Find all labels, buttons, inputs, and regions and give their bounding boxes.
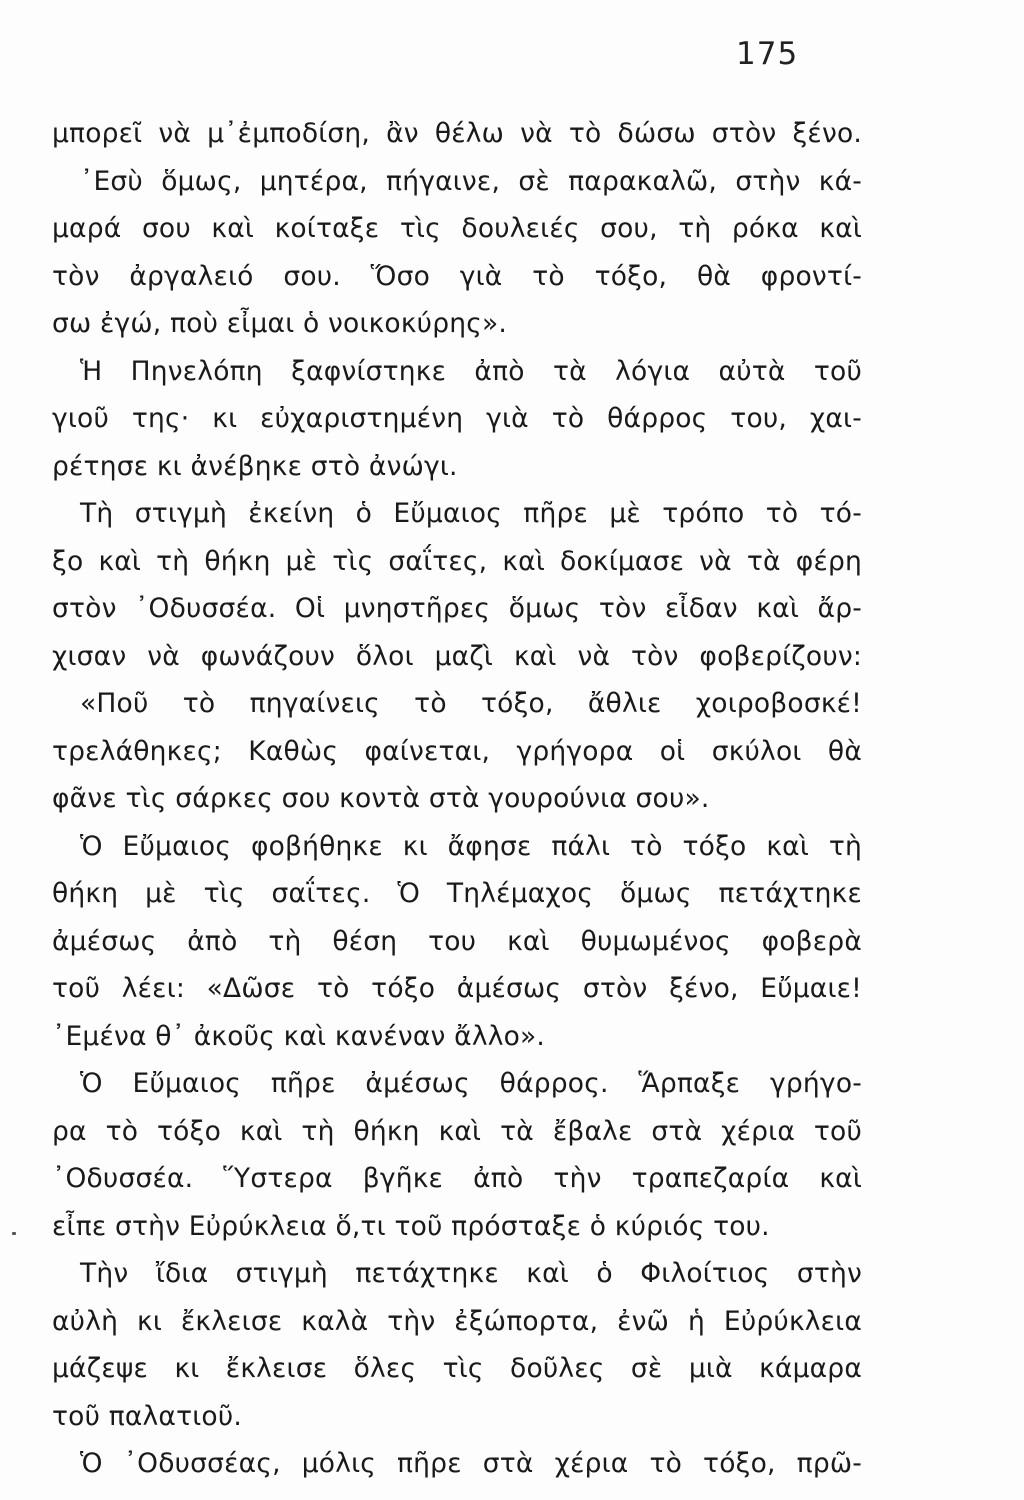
- text-line: ἀμέσως ἀπὸ τὴ θέση του καὶ θυμωμένος φοβερὰ: [52, 925, 862, 957]
- text-line: γιοῦ της· κι εὐχαριστημένη γιὰ τὸ θάρρος του, χαι-: [52, 403, 862, 434]
- text-line: τρελάθηκες; Καθὼς φαίνεται, γρήγορα οἱ σκύλοι θὰ: [52, 735, 862, 767]
- text-line: Τὴν ἴδια στιγμὴ πετάχτηκε καὶ ὁ Φιλοίτιος στὴν: [80, 1258, 862, 1289]
- text-line: ρα τὸ τόξο καὶ τὴ θήκη καὶ τὰ ἔβαλε στὰ χέρια τοῦ: [52, 1115, 862, 1147]
- text-line: Ὁ Εὔμαιος πῆρε ἀμέσως θάρρος. Ἅρπαξε γρήγο-: [80, 1068, 862, 1099]
- text-line: θήκη μὲ τὶς σαΐτες. Ὁ Τηλέμαχος ὅμως πετάχτηκε: [52, 878, 862, 909]
- text-line: τοῦ παλατιοῦ.: [52, 1400, 242, 1432]
- text-line: Τὴ στιγμὴ ἐκείνη ὁ Εὔμαιος πῆρε μὲ τρόπο τὸ τό-: [80, 498, 862, 529]
- text-line: ᾽Οδυσσέα. Ὕστερα βγῆκε ἀπὸ τὴν τραπεζαρία καὶ: [52, 1163, 862, 1194]
- text-line: μάζεψε κι ἔκλεισε ὅλες τὶς δοῦλες σὲ μιὰ κάμαρα: [52, 1353, 862, 1384]
- text-line: «Ποῦ τὸ πηγαίνεις τὸ τόξο, ἄθλιε χοιροβοσκέ!: [80, 688, 862, 719]
- text-line: εἶπε στὴν Εὐρύκλεια ὅ,τι τοῦ πρόσταξε ὁ κύριός του.: [52, 1210, 770, 1242]
- text-line: αὐλὴ κι ἔκλεισε καλὰ τὴν ἐξώπορτα, ἐνῶ ἡ Εὐρύκλεια: [52, 1305, 862, 1337]
- text-line: χισαν νὰ φωνάζουν ὅλοι μαζὶ καὶ νὰ τὸν φοβερίζουν:: [52, 640, 862, 672]
- text-line: μπορεῖ νὰ μ᾽ἐμποδίση, ἂν θέλω νὰ τὸ δώσω στὸν ξένο.: [52, 118, 862, 149]
- text-line: τοῦ λέει: «Δῶσε τὸ τόξο ἀμέσως στὸν ξένο, Εὔμαιε!: [52, 973, 862, 1004]
- text-line: Ὁ Εὔμαιος φοβήθηκε κι ἄφησε πάλι τὸ τόξο καὶ τὴ: [80, 830, 862, 862]
- margin-mark: [12, 1232, 16, 1235]
- text-line: φᾶνε τὶς σάρκες σου κοντὰ στὰ γουρούνια σου».: [52, 783, 710, 814]
- text-line: στὸν ᾽Οδυσσέα. Οἱ μνηστῆρες ὅμως τὸν εἶδαν καὶ ἄρ-: [52, 593, 862, 624]
- text-line: σω ἐγώ, ποὺ εἶμαι ὁ νοικοκύρης».: [52, 308, 507, 339]
- text-line: τὸν ἀργαλειό σου. Ὅσο γιὰ τὸ τόξο, θὰ φροντί-: [52, 260, 862, 292]
- page-number: 175: [736, 36, 799, 72]
- text-line: μαρά σου καὶ κοίταξε τὶς δουλειές σου, τὴ ρόκα καὶ: [52, 213, 862, 244]
- text-line: ξο καὶ τὴ θήκη μὲ τὶς σαΐτες, καὶ δοκίμασε νὰ τὰ φέρη: [52, 545, 862, 577]
- text-line: ᾽Εσὺ ὅμως, μητέρα, πήγαινε, σὲ παρακαλῶ, στὴν κά-: [80, 165, 862, 197]
- text-line: ρέτησε κι ἀνέβηκε στὸ ἀνώγι.: [52, 450, 458, 482]
- text-line: ᾽Εμένα θ᾽ ἀκοῦς καὶ κανέναν ἄλλο».: [52, 1020, 546, 1052]
- text-line: Ὁ ᾽Οδυσσέας, μόλις πῆρε στὰ χέρια τὸ τόξο, πρῶ-: [80, 1448, 862, 1479]
- text-line: Ἡ Πηνελόπη ξαφνίστηκε ἀπὸ τὰ λόγια αὐτὰ τοῦ: [80, 355, 862, 387]
- body-text: [52, 110, 862, 1488]
